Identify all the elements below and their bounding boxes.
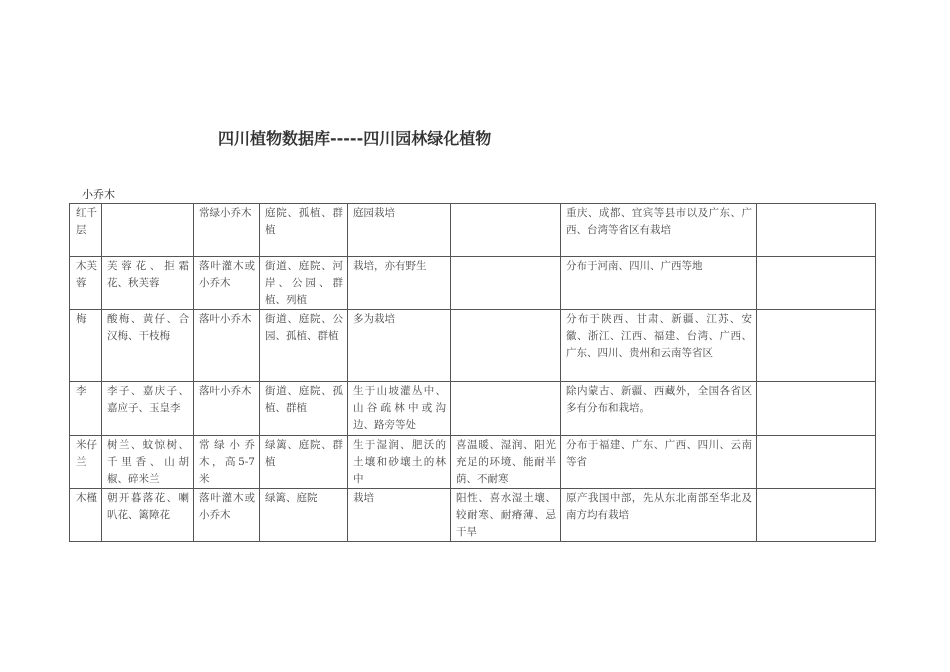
plant-habitat-cell: 生于山坡灌丛中、山谷疏林中或沟边、路旁等处 — [348, 382, 451, 436]
plant-form-cell: 常绿小乔木，高5-7米 — [194, 436, 260, 489]
plant-extra-cell — [757, 257, 876, 310]
plant-name-cell: 木槿 — [70, 489, 102, 542]
plant-use-cell: 街道、庭院、公园、孤植、群植 — [260, 310, 348, 382]
plant-distribution-cell: 除内蒙古、新疆、西藏外，全国各省区多有分布和栽培。 — [561, 382, 757, 436]
plant-name-cell: 红千层 — [70, 204, 102, 257]
plant-form-cell: 落叶小乔木 — [194, 382, 260, 436]
plant-habit-cell — [451, 310, 561, 382]
plant-form-cell: 落叶灌木或小乔木 — [194, 489, 260, 542]
plant-form-cell: 常绿小乔木 — [194, 204, 260, 257]
plant-habit-cell — [451, 204, 561, 257]
plant-habitat-cell: 多为栽培 — [348, 310, 451, 382]
plant-form-cell: 落叶小乔木 — [194, 310, 260, 382]
plant-distribution-cell: 原产我国中部，先从东北南部至华北及南方均有栽培 — [561, 489, 757, 542]
plant-alias-cell: 李子、嘉庆子、嘉应子、玉皇李 — [102, 382, 194, 436]
section-label: 小乔木 — [82, 188, 115, 201]
plant-habitat-cell: 生于湿润、肥沃的土壤和砂壤土的林中 — [348, 436, 451, 489]
plant-use-cell: 绿篱、庭院、群植 — [260, 436, 348, 489]
plant-extra-cell — [757, 204, 876, 257]
plant-alias-cell: 树兰、蚊惊树、千里香、山胡椒、碎米兰 — [102, 436, 194, 489]
plant-form-cell: 落叶灌木或小乔木 — [194, 257, 260, 310]
plant-habit-cell — [451, 382, 561, 436]
table-row — [70, 382, 876, 436]
plant-alias-cell: 芙蓉花、拒霜花、秋芙蓉 — [102, 257, 194, 310]
plant-use-cell: 绿篱、庭院 — [260, 489, 348, 542]
table-row — [70, 489, 876, 542]
plant-extra-cell — [757, 489, 876, 542]
plant-name-cell: 李 — [70, 382, 102, 436]
plant-distribution-cell: 分布于福建、广东、广西、四川、云南等省 — [561, 436, 757, 489]
table-row — [70, 204, 876, 257]
plant-extra-cell — [757, 310, 876, 382]
plant-habit-cell: 喜温暖、湿润、阳光充足的环境、能耐半荫、不耐寒 — [451, 436, 561, 489]
plant-distribution-cell: 重庆、成都、宜宾等县市以及广东、广西、台湾等省区有栽培 — [561, 204, 757, 257]
plant-distribution-cell: 分布于河南、四川、广西等地 — [561, 257, 757, 310]
plant-table — [69, 203, 876, 542]
plant-use-cell: 街道、庭院、河岸、公园、群植、列植 — [260, 257, 348, 310]
table-row — [70, 436, 876, 489]
plant-habitat-cell: 栽培 — [348, 489, 451, 542]
plant-habit-cell — [451, 257, 561, 310]
plant-name-cell: 米仔兰 — [70, 436, 102, 489]
plant-habitat-cell: 栽培，亦有野生 — [348, 257, 451, 310]
plant-extra-cell — [757, 382, 876, 436]
plant-distribution-cell: 分布于陕西、甘肃、新疆、江苏、安徽、浙江、江西、福建、台湾、广西、广东、四川、贵州和云南等省区 — [561, 310, 757, 382]
plant-use-cell: 庭院、孤植、群植 — [260, 204, 348, 257]
plant-habitat-cell: 庭园栽培 — [348, 204, 451, 257]
plant-habit-cell: 阳性、喜水湿土壤、较耐寒、耐瘠薄、忌干旱 — [451, 489, 561, 542]
plant-name-cell: 梅 — [70, 310, 102, 382]
plant-use-cell: 街道、庭院、孤植、群植 — [260, 382, 348, 436]
document-title: 四川植物数据库-----四川园林绿化植物 — [218, 129, 492, 148]
plant-alias-cell: 酸梅、黄仔、合汉梅、干枝梅 — [102, 310, 194, 382]
table-row — [70, 257, 876, 310]
plant-extra-cell — [757, 436, 876, 489]
plant-name-cell: 木芙蓉 — [70, 257, 102, 310]
plant-alias-cell: 朝开暮落花、喇叭花、篱障花 — [102, 489, 194, 542]
plant-alias-cell — [102, 204, 194, 257]
table-row — [70, 310, 876, 382]
